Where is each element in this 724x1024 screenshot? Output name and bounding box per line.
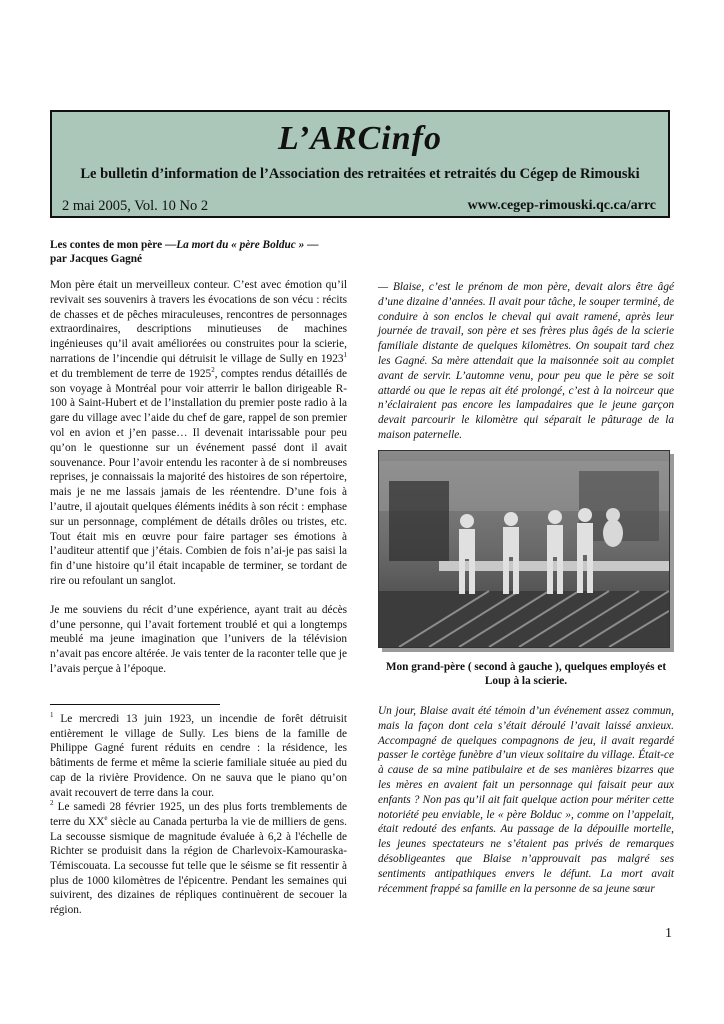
p1-text-c: , comptes rendus détaillés de son voyage à Montréal pour voir atterrir le ballon dirigeable R-100 à Saint-Hubert et de l’installation du premier poste radio à la gare du village avec l’aide du chef de gare, rappel de son premier vol en avion et j’en passe… Il devenait intarissable pour peu qu’on le questionne sur un événement passé dont il avait souvenance. Pour l’avoir entendu les raconter à de si nombreuses reprises, je connaissais la majorité des histoires de son répertoire, mais je ne me lassais jamais de les réentendre. D’une fois à l’autre, il ajoutait quelques éléments inédits à son récit : emphase sur un personnage, complément de détails drôles ou tristes, etc. Tout était mis en œuvre pour faire partager ses émotions à l’auditeur attentif que j’étais. Combien de fois n’ai-je pas saisi la fin d’une histoire qu’il était incapable de terminer, se tordant de rire ou refoulant un sanglot. bbox=[50, 367, 347, 587]
title-italic: La mort du « père Bolduc » bbox=[176, 239, 305, 251]
title-suffix: — bbox=[304, 239, 319, 251]
footnote-mark-2: 2 bbox=[50, 799, 54, 808]
issue-date: 2 mai 2005, Vol. 10 No 2 bbox=[62, 198, 209, 214]
footnote-2 bbox=[50, 800, 347, 918]
footnote-2-text-a: Le samedi 28 février 1925, un des plus forts tremblements de terre du XX bbox=[50, 801, 347, 828]
byline: par Jacques Gagné bbox=[50, 253, 143, 265]
left-column bbox=[50, 238, 347, 677]
footnote-mark-1: 1 bbox=[50, 711, 54, 720]
footnote-1-text: Le mercredi 13 juin 1923, un incendie de forêt détruisit entièrement le village de Sully. Les biens de la famille de Philippe Gagné furent réduits en cendre : la résidence, les bâtiments de ferme et même la scierie familiale située au pied du cap de la rivière Providence. On ne sauva que le piano qu’on avait recouvert de terre dans la cour. bbox=[50, 713, 347, 799]
photo-illustration bbox=[379, 451, 669, 647]
footnote-ref-2[interactable]: 2 bbox=[211, 366, 215, 375]
footnote-divider bbox=[50, 704, 220, 705]
newsletter-subtitle: Le bulletin d’information de l’Association des retraitées et retraités du Cégep de Rimouski bbox=[80, 166, 640, 182]
website-link[interactable]: www.cegep-rimouski.qc.ca/arrc bbox=[467, 198, 656, 213]
right-column-intro: — Blaise, c’est le prénom de mon père, devait alors être âgé d’une dizaine d’années. Il avait pour tâche, le souper terminé, de conduire à son enclos le cheval qui avait ramené, après leur journée de travail, son père et ses frères plus âgés de la scierie familiale distante de quelques kilomètres. On soupait tard chez les Gagné. Sa mère attendait que la maisonnée soit au complet avant de servir. L’automne venu, pour peu que le père se soit attardé ou que le repas ait été prolongé, c’est à la noirceur que n’éclairaient pas encore les lampadaires que le jeune garçon devait parcourir le kilomètre qui séparait le pâturage de la maison paternelle. bbox=[378, 281, 674, 441]
paragraph-2: Je me souviens du récit d’une expérience, ayant trait au décès d’une personne, qui l’avait fortement troublé et qui a longtemps meublé ma jeune imagination que l’univers de la télévision n’avait pas encore altérée. Je vais tenter de la raconter telle que je l’avais perçue à l’époque. bbox=[50, 603, 347, 675]
paragraph-1 bbox=[50, 278, 347, 589]
century-sup: e bbox=[104, 814, 108, 823]
p1-text-b: et du tremblement de terre de 1925 bbox=[50, 367, 212, 380]
title-prefix: Les contes de mon père — bbox=[50, 239, 177, 251]
page-number: 1 bbox=[665, 926, 672, 941]
footnote-2-text-b: siècle au Canada perturba la vie de milliers de gens. La secousse sismique de magnitude évaluée à 6,2 à l'échelle de Richter se produisit dans la région de Charlevoix-Kamouraska-Témiscouata. La secousse fut telle que le séisme se fit ressentir à plus de 1000 kilomètres de l'épicentre. Pendant les semaines qui suivirent, des dizaines de répliques continuèrent de secouer la région. bbox=[50, 815, 347, 917]
footnote-ref-1[interactable]: 1 bbox=[343, 351, 347, 360]
article-title bbox=[50, 238, 347, 266]
right-column-continued: Un jour, Blaise avait été témoin d’un événement assez commun, mais la façon dont cela s’était déroulé l’avait laissé anxieux. Accompagné de quelques compagnons de jeu, il avait regardé passer le cortège funèbre d’un vieux solitaire du village. Était-ce à cause de sa mine patibulaire et de ses manières bizarres que les mères en avaient fait un personnage qui faisait peur aux enfants ? Non pas qu’il ait fait quelque action pour mériter cette notoriété peu enviable, le « père Bolduc », comme on l’appelait, était redouté des enfants. Au passage de la dépouille mortelle, les jeunes spectateurs ne s’étaient pas privés de remarques désobligeantes que Blaise n’approuvait pas malgré ses sentiments antipathiques envers le défunt. La mort avait récemment frappé sa famille en la personne de sa jeune sœur bbox=[378, 705, 674, 895]
masthead bbox=[50, 110, 670, 218]
footnote-1 bbox=[50, 712, 347, 800]
photo-caption: Mon grand-père ( second à gauche ), quelques employés et Loup à la scierie. bbox=[385, 661, 667, 687]
sawmill-photo bbox=[378, 450, 670, 648]
p1-text-a: Mon père était un merveilleux conteur. C’est avec émotion qu’il revivait ses souvenirs à travers les évocations de son vécu : récits de chasses et de pêches miraculeuses, rencontres de personnages extraordinaires, descriptions minutieuses de machines ingénieuses qu’il avait améliorées ou construites pour la scierie, narrations de l’incendie qui détruisit le village de Sully en 1923 bbox=[50, 279, 347, 365]
newsletter-title: L’ARCinfo bbox=[278, 120, 442, 157]
footnotes bbox=[50, 712, 347, 918]
